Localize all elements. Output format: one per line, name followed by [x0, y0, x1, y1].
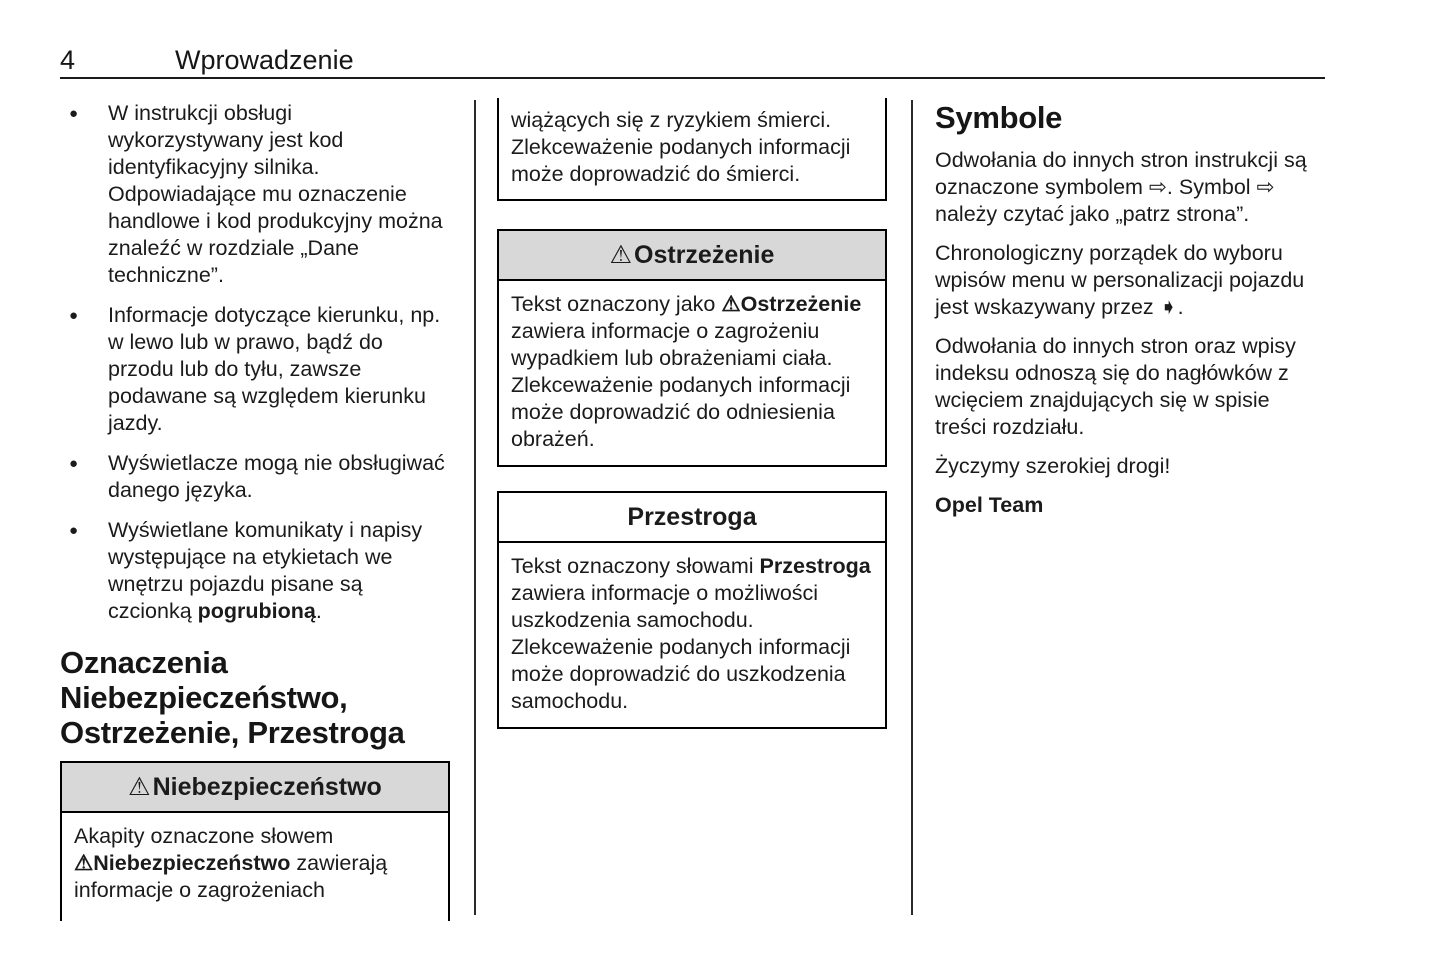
danger-body-bold: ⚠Niebezpieczeństwo: [74, 851, 291, 875]
warning-box-body: [499, 281, 885, 465]
caution-box-header: [499, 493, 885, 543]
warning-body-bold: ⚠Ostrzeżenie: [721, 292, 862, 316]
paragraph: Odwołania do innych stron instrukcji są oznaczone symbolem ⇨. Symbol ⇨ należy czytać jako „patrz strona”.: [935, 148, 1307, 226]
running-header: [60, 46, 1325, 74]
warning-triangle-icon: ⚠: [128, 773, 151, 801]
bullet-icon: ●: [69, 522, 79, 539]
column-divider: [474, 100, 476, 915]
warning-box-title: Ostrzeżenie: [634, 241, 775, 269]
bullet-text: Informacje dotyczące kierunku, np. w lewo lub w prawo, bądź do przodu lub do tyłu, zawsze podawane są względem kierunku jazdy.: [108, 303, 441, 435]
danger-box-header: [62, 763, 448, 813]
danger-box-body: [62, 813, 448, 916]
caution-box: [497, 491, 887, 729]
section-heading-symbole: Symbole: [935, 100, 1063, 135]
warning-box-header: [499, 231, 885, 281]
danger-box-continuation-body: wiążących się z ryzykiem śmierci. Zlekceważenie podanych informacji może doprowadzić do śmierci.: [511, 108, 851, 186]
list-item: [60, 100, 450, 289]
bullet-text: W instrukcji obsługi wykorzystywany jest kod identyfikacyjny silnika. Odpowiadające mu oznaczenie handlowe i kod produkcyjny można znaleźć w rozdziale „Dane techniczne”.: [108, 101, 443, 287]
warning-box: [497, 229, 887, 467]
bullet-text-regular: Wyświetlane komunikaty i napisy występujące na etykietach we wnętrzu pojazdu pisane są czcionką: [108, 518, 423, 623]
list-item: [60, 302, 450, 437]
intro-bullet-list: [60, 100, 450, 625]
danger-box: [60, 761, 450, 921]
bullet-text: [108, 517, 450, 625]
warning-body-regular: zawiera informacje o zagrożeniu wypadkiem lub obrażeniami ciała. Zlekceważenie podanych informacji może doprowadzić do odniesienia obrażeń.: [511, 319, 851, 451]
column-2: [497, 98, 887, 729]
paragraph: Odwołania do innych stron oraz wpisy indeksu odnoszą się do nagłówków z wcięciem znajdujących się w spisie treści rozdziału.: [935, 334, 1296, 439]
caution-body-regular: zawiera informacje o możliwości uszkodzenia samochodu. Zlekceważenie podanych informacji może doprowadzić do uszkodzenia samochodu.: [511, 581, 851, 713]
bullet-icon: ●: [69, 105, 79, 122]
paragraph: Chronologiczny porządek do wyboru wpisów menu w personalizacji pojazdu jest wskazywany przez ➧.: [935, 241, 1305, 319]
danger-box-title: Niebezpieczeństwo: [152, 773, 382, 801]
list-item: [60, 450, 450, 504]
danger-box-continuation: [497, 98, 887, 201]
bullet-icon: ●: [69, 455, 79, 472]
bullet-icon: ●: [69, 307, 79, 324]
column-3: [935, 98, 1325, 531]
danger-body-regular: zawierają informacje o zagrożeniach: [74, 851, 388, 902]
bullet-text-regular: .: [315, 599, 322, 623]
column-divider: [911, 100, 913, 915]
warning-body-regular: Tekst oznaczony jako: [511, 292, 722, 316]
bullet-text: Wyświetlacze mogą nie obsługiwać danego języka.: [108, 451, 445, 502]
signature-opel-team: Opel Team: [935, 493, 1044, 517]
caution-box-title: Przestroga: [627, 503, 757, 531]
section-heading-oznaczenia: Oznaczenia Niebezpieczeństwo, Ostrzeżenie, Przestroga: [60, 645, 405, 750]
list-item: [60, 517, 450, 625]
caution-body-regular: Tekst oznaczony słowami: [511, 554, 760, 578]
column-1: [60, 98, 450, 921]
header-rule: [60, 77, 1325, 79]
caution-box-body: [499, 543, 885, 727]
caution-body-bold: Przestroga: [759, 554, 871, 578]
danger-body-regular: Akapity oznaczone słowem: [74, 824, 334, 848]
bullet-text-bold: pogrubioną: [197, 599, 316, 623]
page-number: 4: [60, 45, 76, 75]
warning-triangle-icon: ⚠: [609, 241, 633, 269]
chapter-title: Wprowadzenie: [175, 45, 354, 75]
paragraph: Życzymy szerokiej drogi!: [935, 454, 1171, 478]
